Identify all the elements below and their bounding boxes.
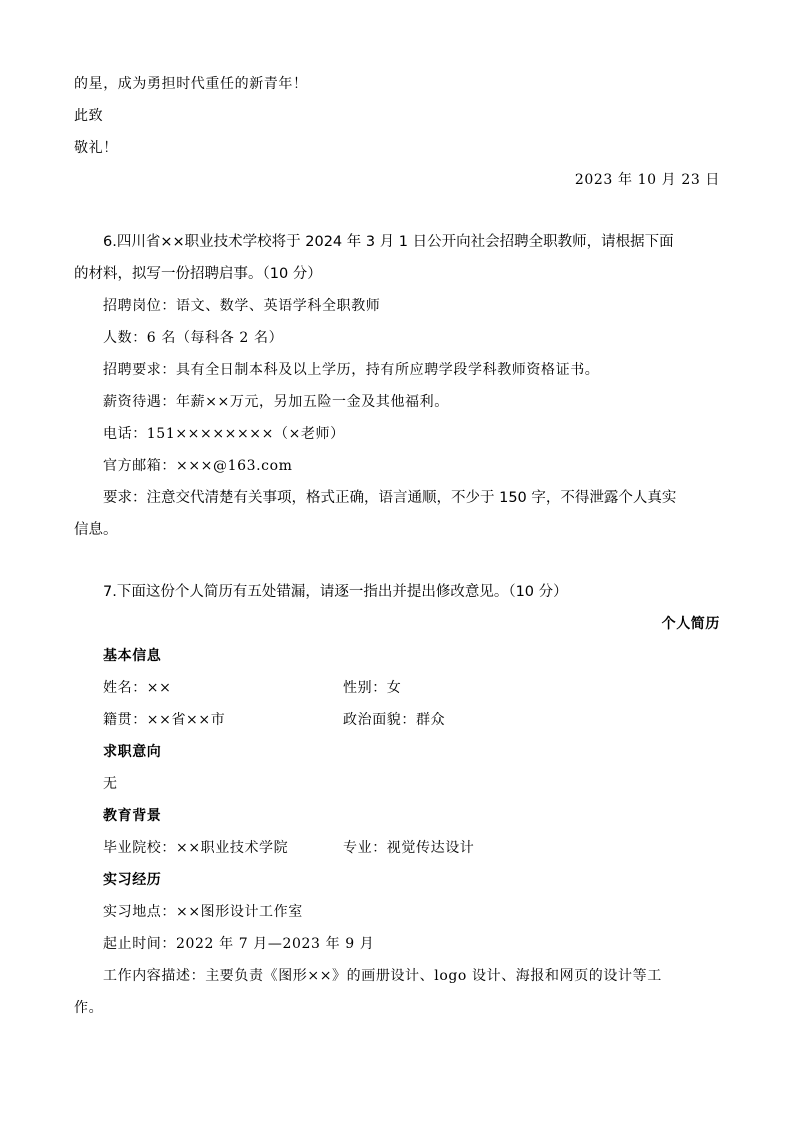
resume-intention-heading: 求职意向 <box>103 744 162 760</box>
resume-school: 毕业院校：××职业技术学院 <box>103 840 289 856</box>
letter-salutation-1: 此致 <box>74 108 104 124</box>
resume-title: 个人简历 <box>661 616 720 632</box>
q6-prompt-line-2: 的材料，拟写一份招聘启事。（10 分） <box>74 266 322 282</box>
q6-material-phone: 电话：151××××××××（×老师） <box>103 426 345 442</box>
q6-material-position: 招聘岗位：语文、数学、英语学科全职教师 <box>103 298 381 314</box>
resume-internship-location: 实习地点：××图形设计工作室 <box>103 904 303 920</box>
resume-major: 专业：视觉传达设计 <box>343 840 475 856</box>
resume-education-heading: 教育背景 <box>103 808 162 824</box>
resume-basic-info-heading: 基本信息 <box>103 648 162 664</box>
resume-description-line-2: 作。 <box>74 1000 104 1016</box>
q7-prompt: 7.下面这份个人简历有五处错漏，请逐一指出并提出修改意见。（10 分） <box>103 584 568 600</box>
q6-material-requirements: 招聘要求：具有全日制本科及以上学历，持有所应聘学段学科教师资格证书。 <box>103 362 600 378</box>
q6-material-count: 人数：6 名（每科各 2 名） <box>103 330 284 346</box>
letter-salutation-2: 敬礼！ <box>74 140 118 156</box>
resume-internship-period: 起止时间：2022 年 7 月—2023 年 9 月 <box>103 936 375 952</box>
resume-gender: 性别：女 <box>343 680 402 696</box>
resume-description-line-1: 工作内容描述：主要负责《图形××》的画册设计、logo 设计、海报和网页的设计等工 <box>103 968 662 984</box>
q6-prompt-line-1: 6.四川省××职业技术学校将于 2024 年 3 月 1 日公开向社会招聘全职教师，请根据下面 <box>103 234 674 250</box>
resume-intention-value: 无 <box>103 776 118 792</box>
resume-name: 姓名：×× <box>103 680 172 696</box>
letter-closing-line: 的星，成为勇担时代重任的新青年！ <box>74 76 308 92</box>
q6-requirement-line-2: 信息。 <box>74 522 118 538</box>
resume-origin: 籍贯：××省××市 <box>103 712 226 728</box>
q6-material-email: 官方邮箱：×××@163.com <box>103 458 293 474</box>
resume-politics: 政治面貌：群众 <box>343 712 446 728</box>
letter-date: 2023 年 10 月 23 日 <box>574 172 720 188</box>
q6-material-salary: 薪资待遇：年薪××万元，另加五险一金及其他福利。 <box>103 394 449 410</box>
q6-requirement-line-1: 要求：注意交代清楚有关事项，格式正确，语言通顺，不少于 150 字，不得泄露个人真实 <box>103 490 677 506</box>
resume-internship-heading: 实习经历 <box>103 872 162 888</box>
